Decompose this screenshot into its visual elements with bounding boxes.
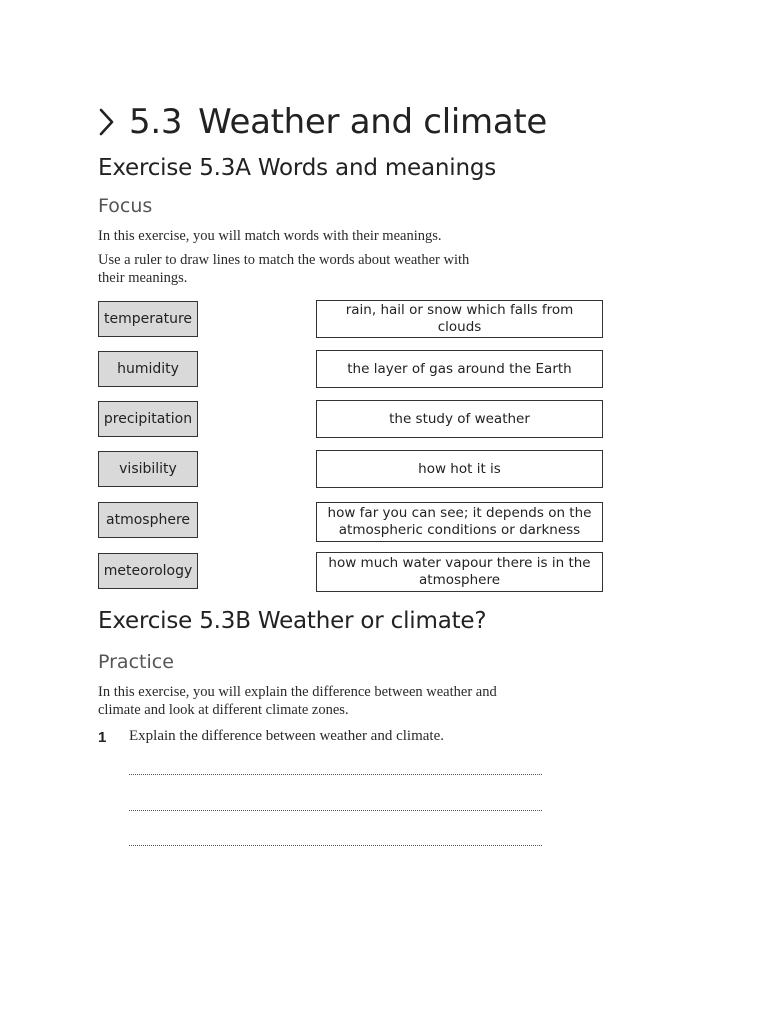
word-box-meteorology: meteorology [98, 553, 198, 589]
exercise-b-intro: In this exercise, you will explain the difference between weather and climate and look at different climate zones. [98, 684, 497, 718]
meaning-box-1: rain, hail or snow which falls from clouds [316, 300, 603, 338]
chevron-right-icon [97, 104, 117, 140]
meaning-box-2: the layer of gas around the Earth [316, 350, 603, 388]
question-text: Explain the difference between weather and climate. [129, 728, 444, 744]
exercise-a-subheading: Focus [98, 195, 153, 217]
meaning-box-3: the study of weather [316, 400, 603, 438]
section-number: 5.3 [129, 102, 183, 142]
answer-line-1[interactable] [129, 774, 542, 775]
section-title-text: Weather and climate [198, 102, 547, 142]
meaning-box-4: how hot it is [316, 450, 603, 488]
section-title [97, 102, 547, 142]
word-box-atmosphere: atmosphere [98, 502, 198, 538]
word-box-humidity: humidity [98, 351, 198, 387]
question-number: 1 [98, 729, 107, 746]
answer-line-3[interactable] [129, 845, 542, 846]
exercise-b-heading: Exercise 5.3B Weather or climate? [98, 608, 487, 634]
word-box-precipitation: precipitation [98, 401, 198, 437]
exercise-a-instruction: Use a ruler to draw lines to match the words about weather with their meanings. [98, 252, 470, 286]
meaning-box-6: how much water vapour there is in the atmosphere [316, 552, 603, 592]
exercise-a-intro: In this exercise, you will match words with their meanings. [98, 228, 442, 244]
meaning-box-5: how far you can see; it depends on the atmospheric conditions or darkness [316, 502, 603, 542]
word-box-visibility: visibility [98, 451, 198, 487]
answer-line-2[interactable] [129, 810, 542, 811]
word-box-temperature: temperature [98, 301, 198, 337]
exercise-b-subheading: Practice [98, 651, 174, 673]
exercise-a-heading: Exercise 5.3A Words and meanings [98, 155, 497, 181]
